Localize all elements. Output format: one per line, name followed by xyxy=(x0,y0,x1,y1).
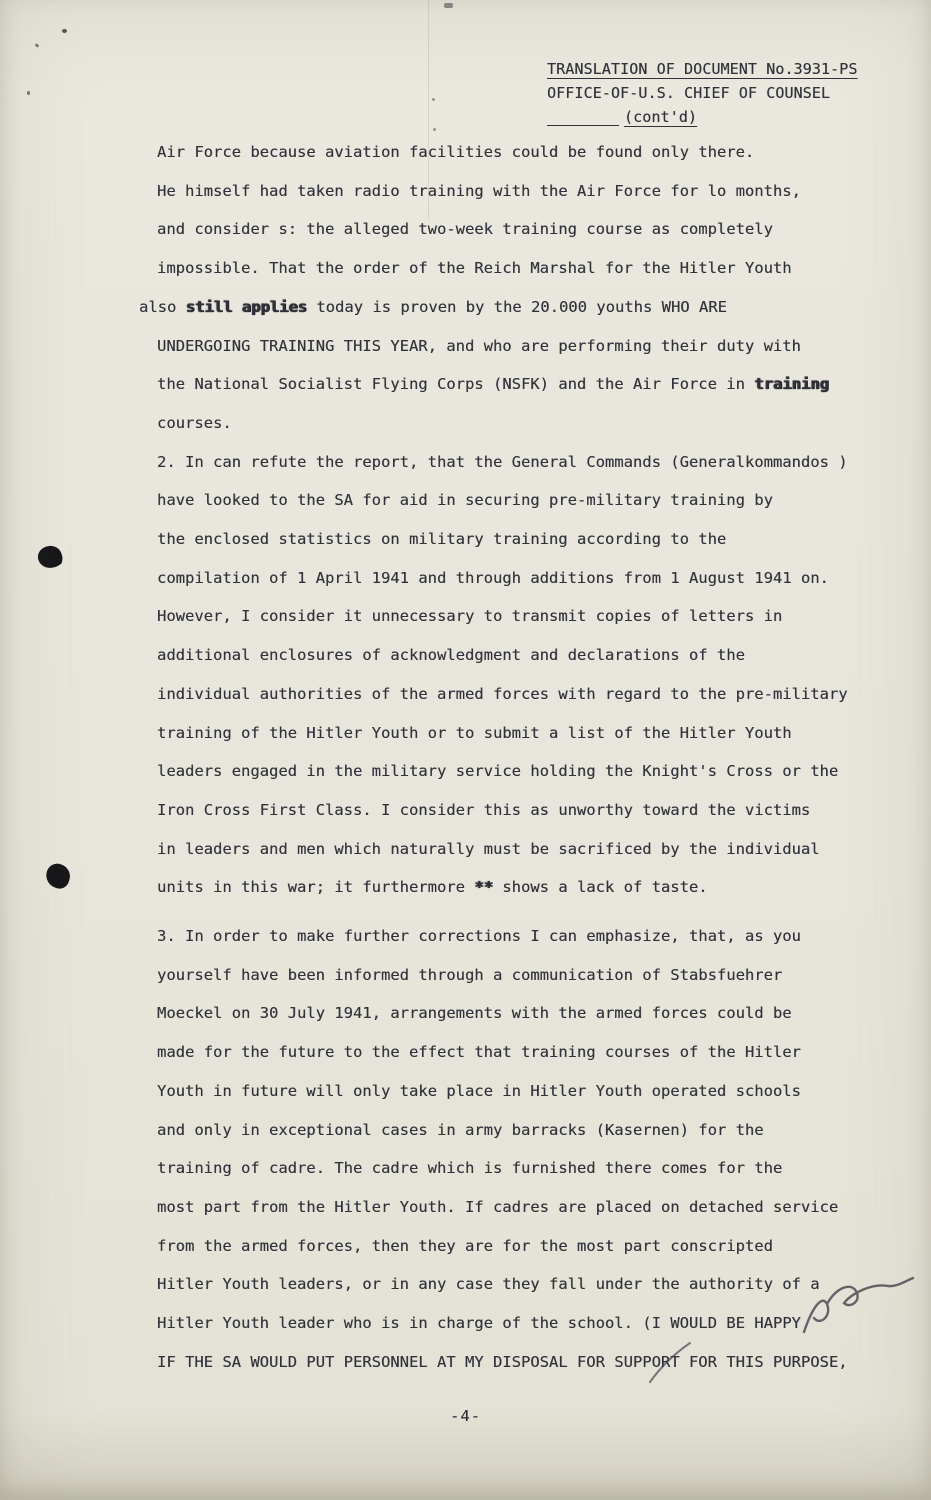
typewritten-line: Iron Cross First Class. I consider this as unworthy toward the victims xyxy=(157,800,811,819)
header-document-number: TRANSLATION OF DOCUMENT No.3931-PS xyxy=(547,60,858,78)
paper-speck xyxy=(432,98,435,101)
paper-speck xyxy=(62,29,67,33)
handwritten-pen-stroke xyxy=(644,1340,704,1386)
typewritten-line: 3. In order to make further corrections I can emphasize, that, as you xyxy=(157,927,801,946)
typewritten-line xyxy=(157,868,883,907)
typewritten-line: and consider s: the alleged two-week training course as completely xyxy=(157,220,773,239)
typewritten-line: and only in exceptional cases in army barracks (Kasernen) for the xyxy=(157,1120,764,1139)
paper-speck xyxy=(444,3,453,8)
typewritten-line: Hitler Youth leaders, or in any case they fall under the authority of a xyxy=(157,1275,820,1294)
text-segment: also xyxy=(139,297,186,316)
typewritten-line: in leaders and men which naturally must be sacrificed by the individual xyxy=(157,839,820,858)
typewritten-line xyxy=(139,288,883,327)
text-segment: today is proven by the 20.000 youths WHO ARE xyxy=(307,297,727,316)
header-contd-line xyxy=(547,105,857,129)
typewritten-line: Youth in future will only take place in Hitler Youth operated schools xyxy=(157,1081,801,1100)
typewritten-line: made for the future to the effect that training courses of the Hitler xyxy=(157,1043,801,1062)
paper-speck xyxy=(433,128,436,131)
typewritten-line: leaders engaged in the military service holding the Knight's Cross or the xyxy=(157,762,839,781)
typewritten-line: from the armed forces, then they are for the most part conscripted xyxy=(157,1236,773,1255)
typewritten-line: training of the Hitler Youth or to submit a list of the Hitler Youth xyxy=(157,723,792,742)
typewritten-line: impossible. That the order of the Reich Marshal for the Hitler Youth xyxy=(157,259,792,278)
text-segment: the National Socialist Flying Corps (NSFK) and the Air Force in xyxy=(157,375,755,394)
handwritten-annotation-scribble xyxy=(798,1274,918,1340)
header-office-line: OFFICE-OF-U.S. CHIEF OF COUNSEL xyxy=(547,84,831,102)
typewritten-line: compilation of 1 April 1941 and through additions from 1 August 1941 on. xyxy=(157,568,829,587)
typewritten-line: most part from the Hitler Youth. If cadres are placed on detached service xyxy=(157,1197,839,1216)
typewritten-line: Hitler Youth leader who is in charge of the school. (I WOULD BE HAPPY xyxy=(157,1314,801,1333)
typewritten-line: have looked to the SA for aid in securing pre-military training by xyxy=(157,491,773,510)
header-contd-label: (cont'd) xyxy=(624,108,698,126)
typewritten-line: courses. xyxy=(157,413,232,432)
typewritten-line: training of cadre. The cadre which is furnished there comes for the xyxy=(157,1159,783,1178)
ink-blot-upper xyxy=(36,543,65,570)
overstruck-text: still applies xyxy=(185,297,307,316)
ink-blot-lower xyxy=(43,861,73,891)
typewritten-line: Moeckel on 30 July 1941, arrangements with the armed forces could be xyxy=(157,1004,792,1023)
typewritten-line: IF THE SA WOULD PUT PERSONNEL AT MY DISPOSAL FOR SUPPORT FOR THIS PURPOSE, xyxy=(157,1352,848,1371)
overstruck-text: training xyxy=(754,375,829,394)
typewritten-line: the enclosed statistics on military training according to the xyxy=(157,530,727,549)
paper-speck xyxy=(27,91,30,95)
document-header xyxy=(547,57,857,129)
typewritten-line: 2. In can refute the report, that the General Commands (Generalkommandos ) xyxy=(157,452,848,471)
page-number: -4- xyxy=(450,1407,481,1425)
typewritten-line: yourself have been informed through a communication of Stabsfuehrer xyxy=(157,965,783,984)
document-body xyxy=(139,133,883,1382)
text-segment: units in this war; it furthermore xyxy=(157,878,475,897)
typewritten-line: additional enclosures of acknowledgment and declarations of the xyxy=(157,646,745,665)
text-segment: shows a lack of taste. xyxy=(492,878,708,897)
typewritten-line: Air Force because aviation facilities could be found only there. xyxy=(157,143,755,161)
overstruck-text: ** xyxy=(474,878,493,897)
typewritten-line: However, I consider it unnecessary to transmit copies of letters in xyxy=(157,607,783,626)
typewritten-line xyxy=(157,365,883,404)
typewritten-line: individual authorities of the armed forces with regard to the pre-military xyxy=(157,684,848,703)
typewritten-line: UNDERGOING TRAINING THIS YEAR, and who are performing their duty with xyxy=(157,336,801,355)
header-underscore-rule xyxy=(547,108,619,126)
typewritten-line: He himself had taken radio training with the Air Force for lo months, xyxy=(157,181,801,200)
paper-speck xyxy=(35,43,40,48)
